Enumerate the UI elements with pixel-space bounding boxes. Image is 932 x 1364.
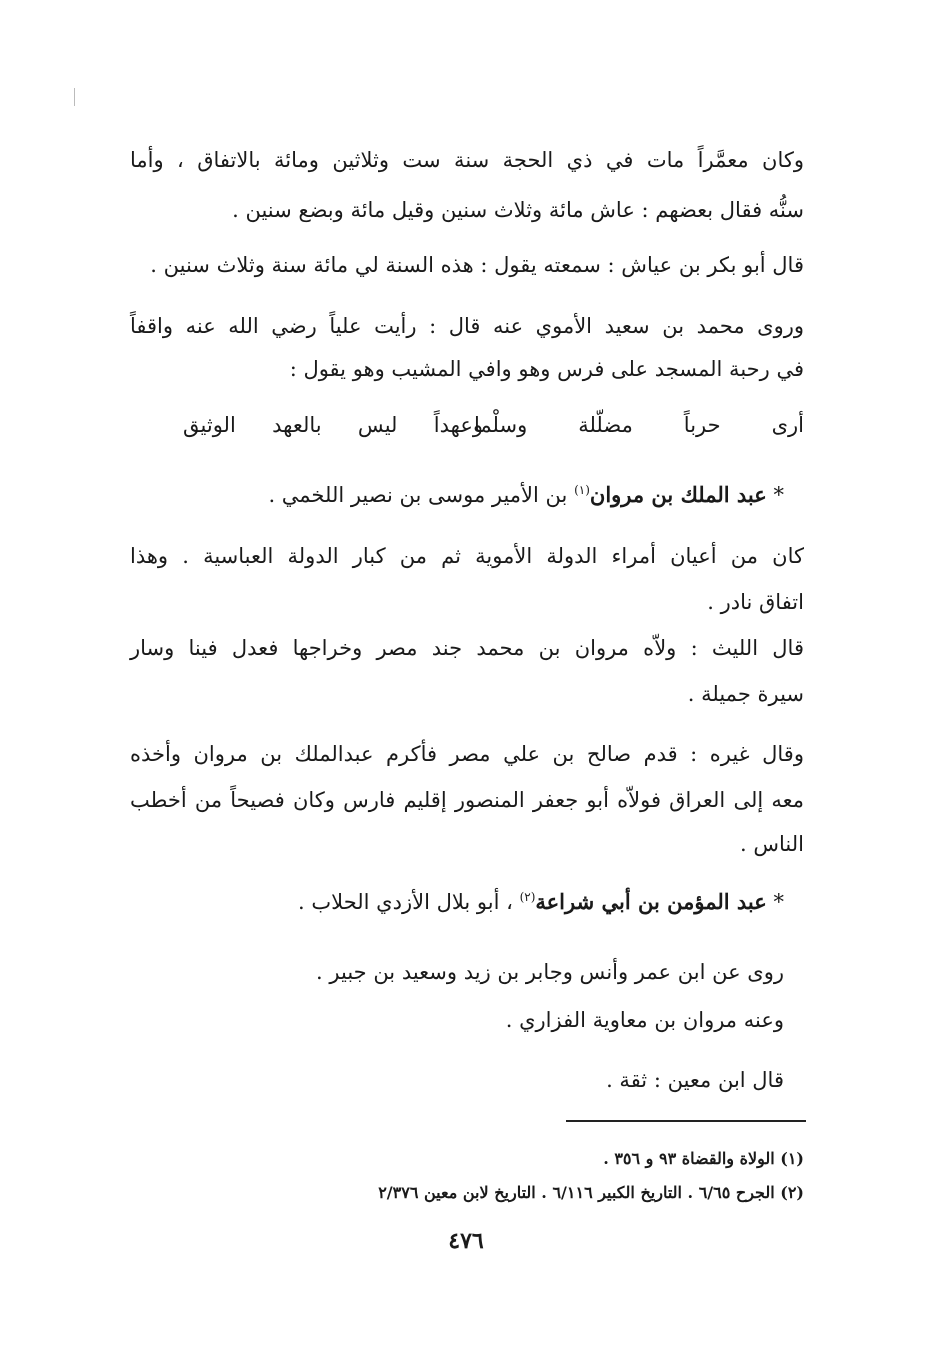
paragraph-line: الناس .: [740, 832, 804, 856]
footnote: (١) الولاة والقضاة ٩٣ و ٣٥٦ .: [603, 1149, 804, 1168]
paragraph-line: وروى محمد بن سعيد الأموي عنه قال : رأيت علياً رضي الله عنه واقفاً: [130, 314, 804, 338]
paragraph-line: قال أبو بكر بن عياش : سمعته يقول : هذه السنة لي مائة سنة وثلاث سنين .: [150, 253, 804, 277]
verse-hemistich-1: أرى حرباً مضلّلة وسلْما: [474, 413, 804, 437]
paragraph-line: كان من أعيان أمراء الدولة الأموية ثم من كبار الدولة العباسية . وهذا: [130, 544, 804, 568]
paragraph-line: في رحبة المسجد على فرس وهو وافي المشيب وهو يقول :: [289, 357, 804, 381]
paragraph-line: معه إلى العراق فولاّه أبو جعفر المنصور إقليم فارس وكان فصيحاً من أخطب: [130, 788, 804, 812]
margin-mark: [74, 88, 75, 106]
entry-description: بن الأمير موسى بن نصير اللخمي .: [268, 483, 568, 507]
paragraph-line: وكان معمَّراً مات في ذي الحجة سنة ست وثلاثين ومائة بالاتفاق ، وأما: [130, 148, 804, 172]
entry-marker: *: [773, 890, 784, 914]
paragraph-line: اتفاق نادر .: [707, 590, 804, 614]
footnote-separator: [566, 1120, 806, 1122]
entry-description: ، أبو بلال الأزدي الحلاب .: [298, 890, 513, 914]
footnote: (٢) الجرح ٦/٦٥ . التاريخ الكبير ٦/١١٦ . التاريخ لابن معين ٢/٣٧٦: [378, 1183, 804, 1202]
footnote-reference: (١): [574, 483, 590, 497]
entry-name: عبد الملك بن مروان: [589, 482, 767, 507]
verse-hemistich-2: وعهداً ليس بالعهد الوثيق: [183, 413, 483, 437]
paragraph-line: وقال غيره : قدم صالح بن علي مصر فأكرم عبدالملك بن مروان وأخذه: [130, 742, 804, 766]
page-number: ٤٧٦: [448, 1228, 484, 1254]
footnote-reference: (٢): [519, 890, 536, 904]
paragraph-line: روى عن ابن عمر وأنس وجابر بن زيد وسعيد بن جبير .: [316, 960, 784, 984]
paragraph-line: سنُّه فقال بعضهم : عاش مائة وثلاث سنين وقيل مائة وبضع سنين .: [232, 198, 804, 222]
paragraph-line: قال الليث : ولاّه مروان بن محمد جند مصر وخراجها فعدل فينا وسار: [130, 636, 804, 660]
paragraph-line: وعنه مروان بن معاوية الفزاري .: [505, 1008, 784, 1032]
entry-heading: [298, 885, 784, 919]
paragraph-line: سيرة جميلة .: [687, 682, 804, 706]
entry-name: عبد المؤمن بن أبي شراعة: [535, 889, 767, 914]
paragraph-line: قال ابن معين : ثقة .: [606, 1068, 784, 1092]
entry-heading: [268, 478, 784, 512]
entry-marker: *: [773, 483, 784, 507]
